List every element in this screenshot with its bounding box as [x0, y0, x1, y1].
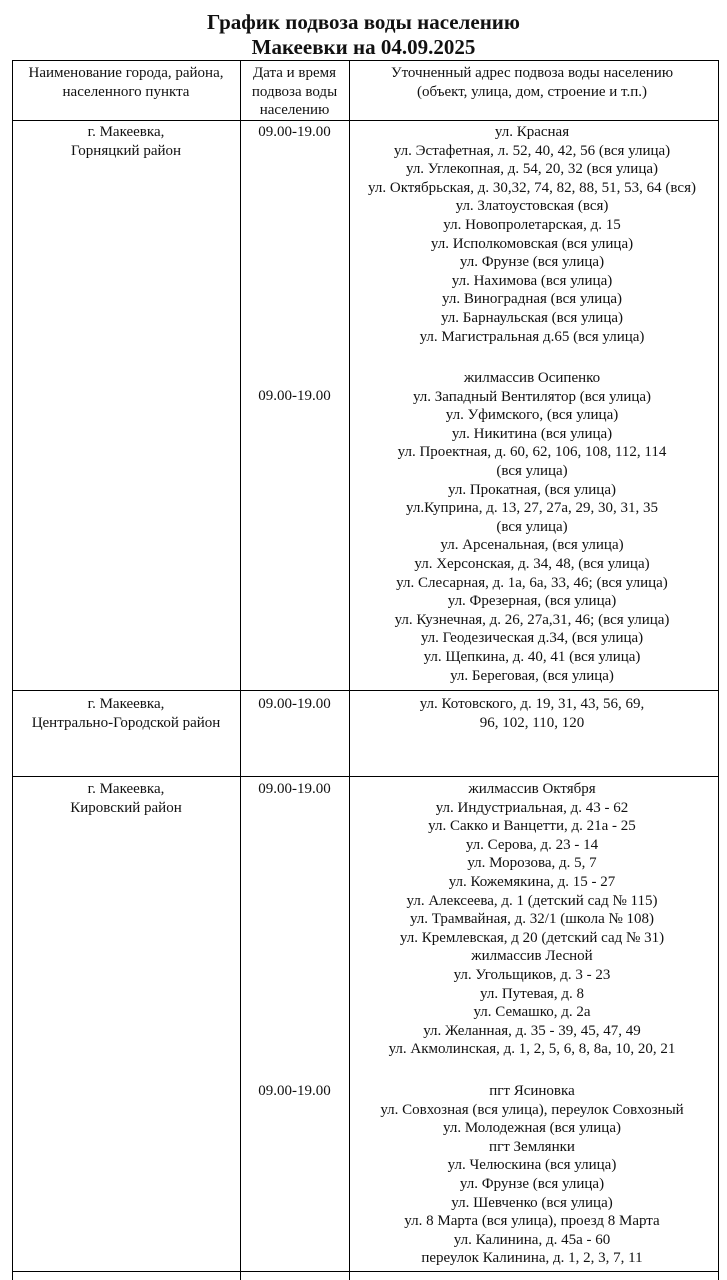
time-gornyatsky-2: 09.00-19.00 — [258, 388, 331, 404]
address-line: ул. Угольщиков, д. 3 - 23 — [453, 966, 611, 983]
address-line: ул. Кремлевская, д 20 (детский сад № 31) — [399, 929, 665, 946]
address-line: ул. Златоустовская (вся) — [455, 198, 609, 215]
header-district: Наименование города, района, населенного пункта — [28, 65, 224, 100]
address-line: ул. Желанная, д. 35 - 39, 45, 47, 49 — [423, 1022, 641, 1039]
address-line: (вся улица) — [496, 518, 568, 535]
address-line: ул. Калинина, д. 45а - 60 — [453, 1231, 611, 1248]
table-border-right — [718, 60, 719, 1280]
header-divider — [12, 120, 719, 121]
page-title: График подвоза воды населению — [207, 10, 520, 34]
addresses-gornyatsky-1 — [350, 123, 714, 346]
header-address: Уточненный адрес подвоза воды населению (объект, улица, дом, строение и т.п.) — [390, 65, 674, 100]
address-line: переулок Калинина, д. 1, 2, 3, 7, 11 — [421, 1250, 643, 1267]
address-line: ул. Никитина (вся улица) — [451, 425, 613, 442]
time-tsentralno-gorodskoy: 09.00-19.00 — [258, 696, 331, 712]
address-line: ул. Семашко, д. 2а — [473, 1004, 591, 1021]
address-line: ул. Береговая, (вся улица) — [450, 667, 614, 684]
address-line: ул. Углекопная, д. 54, 20, 32 (вся улица) — [405, 161, 658, 178]
address-line: ул. Исполкомовская (вся улица) — [430, 235, 634, 252]
address-line: ул. Совхозная (вся улица), переулок Совхозный — [380, 1101, 684, 1118]
address-line: ул. Прокатная, (вся улица) — [448, 481, 616, 498]
table-border-top — [12, 60, 719, 61]
time-kirovsky-2: 09.00-19.00 — [258, 1083, 331, 1099]
row-divider-1 — [12, 690, 719, 691]
address-line: ул. Западный Вентилятор (вся улица) — [412, 388, 652, 405]
row-divider-3 — [12, 1271, 719, 1272]
address-line: ул. Серова, д. 23 - 14 — [465, 836, 599, 853]
district-gornyatsky: г. Макеевка, Горняцкий район — [70, 124, 182, 159]
address-line: ул. Сакко и Ванцетти, д. 21а - 25 — [428, 818, 636, 835]
address-line: ул. Фрезерная, (вся улица) — [447, 593, 617, 610]
address-line: ул. Трамвайная, д. 32/1 (школа № 108) — [409, 911, 655, 928]
address-line: 96, 102, 110, 120 — [479, 714, 585, 731]
address-line: ул. Виноградная (вся улица) — [442, 291, 622, 308]
addresses-kirovsky-1 — [350, 780, 714, 1059]
addresses-tsentralno-gorodskoy — [350, 695, 714, 732]
address-line: ул. Проектная, д. 60, 62, 106, 108, 112, 114 — [397, 444, 667, 461]
address-line: ул. Магистральная д.65 (вся улица) — [419, 328, 645, 345]
address-line: жилмассив Октября — [468, 781, 596, 797]
address-line: ул. Морозова, д. 5, 7 — [467, 855, 597, 872]
address-line: ул. Уфимского, (вся улица) — [445, 407, 619, 424]
table-border-left — [12, 60, 13, 1280]
addresses-kirovsky-2 — [350, 1082, 714, 1268]
address-line: ул. 8 Марта (вся улица), проезд 8 Марта — [404, 1213, 660, 1230]
address-line: ул. Кузнечная, д. 26, 27а,31, 46; (вся улица) — [394, 611, 670, 628]
address-line: ул. Кожемякина, д. 15 - 27 — [448, 873, 616, 890]
address-line: ул. Слесарная, д. 1а, 6а, 33, 46; (вся улица) — [396, 574, 668, 591]
address-line: ул. Октябрьская, д. 30,32, 74, 82, 88, 51, 53, 64 (вся) — [368, 179, 696, 196]
address-line: (вся улица) — [496, 462, 568, 479]
address-line: ул. Геодезическая д.34, (вся улица) — [420, 630, 644, 647]
address-line: ул. Красная — [494, 124, 570, 140]
address-line: ул. Барнаульская (вся улица) — [440, 309, 624, 326]
address-line: ул. Челюскина (вся улица) — [447, 1157, 617, 1174]
address-line: ул. Фрунзе (вся улица) — [459, 1175, 605, 1192]
address-line: ул. Акмолинская, д. 1, 2, 5, 6, 8, 8а, 10, 20, 21 — [388, 1041, 676, 1058]
address-line: пгт Ясиновка — [489, 1083, 575, 1099]
address-line: ул.Куприна, д. 13, 27, 27а, 29, 30, 31, 35 — [406, 500, 658, 517]
address-line: ул. Эстафетная, л. 52, 40, 42, 56 (вся улица) — [393, 142, 671, 159]
address-line: ул. Нахимова (вся улица) — [451, 272, 613, 289]
address-line: ул. Арсенальная, (вся улица) — [440, 537, 624, 554]
address-line: жилмассив Осипенко — [463, 370, 601, 386]
district-kirovsky: г. Макеевка, Кировский район — [70, 781, 182, 816]
address-line: ул. Щепкина, д. 40, 41 (вся улица) — [423, 648, 641, 665]
header-time: Дата и время подвоза воды населению — [251, 65, 338, 119]
address-line: ул. Котовского, д. 19, 31, 43, 56, 69, — [419, 696, 645, 712]
district-tsentralno-gorodskoy: г. Макеевка, Центрально-Городской район — [31, 696, 221, 731]
row-divider-2 — [12, 776, 719, 777]
address-line: ул. Путевая, д. 8 — [480, 985, 584, 1002]
address-line: ул. Новопролетарская, д. 15 — [443, 216, 621, 233]
address-line: жилмассив Лесной — [471, 948, 593, 965]
time-gornyatsky-1: 09.00-19.00 — [258, 124, 331, 140]
address-line: ул. Шевченко (вся улица) — [451, 1194, 613, 1211]
time-kirovsky-1: 09.00-19.00 — [258, 781, 331, 797]
address-line: ул. Молодежная (вся улица) — [443, 1120, 621, 1137]
address-line: ул. Фрунзе (вся улица) — [459, 254, 605, 271]
addresses-gornyatsky-2 — [350, 369, 714, 685]
page-subtitle: Макеевки на 04.09.2025 — [251, 35, 476, 59]
address-line: пгт Землянки — [489, 1138, 575, 1155]
address-line: ул. Индустриальная, д. 43 - 62 — [435, 799, 629, 816]
address-line: ул. Херсонская, д. 34, 48, (вся улица) — [414, 555, 650, 572]
address-line: ул. Алексеева, д. 1 (детский сад № 115) — [406, 892, 658, 909]
